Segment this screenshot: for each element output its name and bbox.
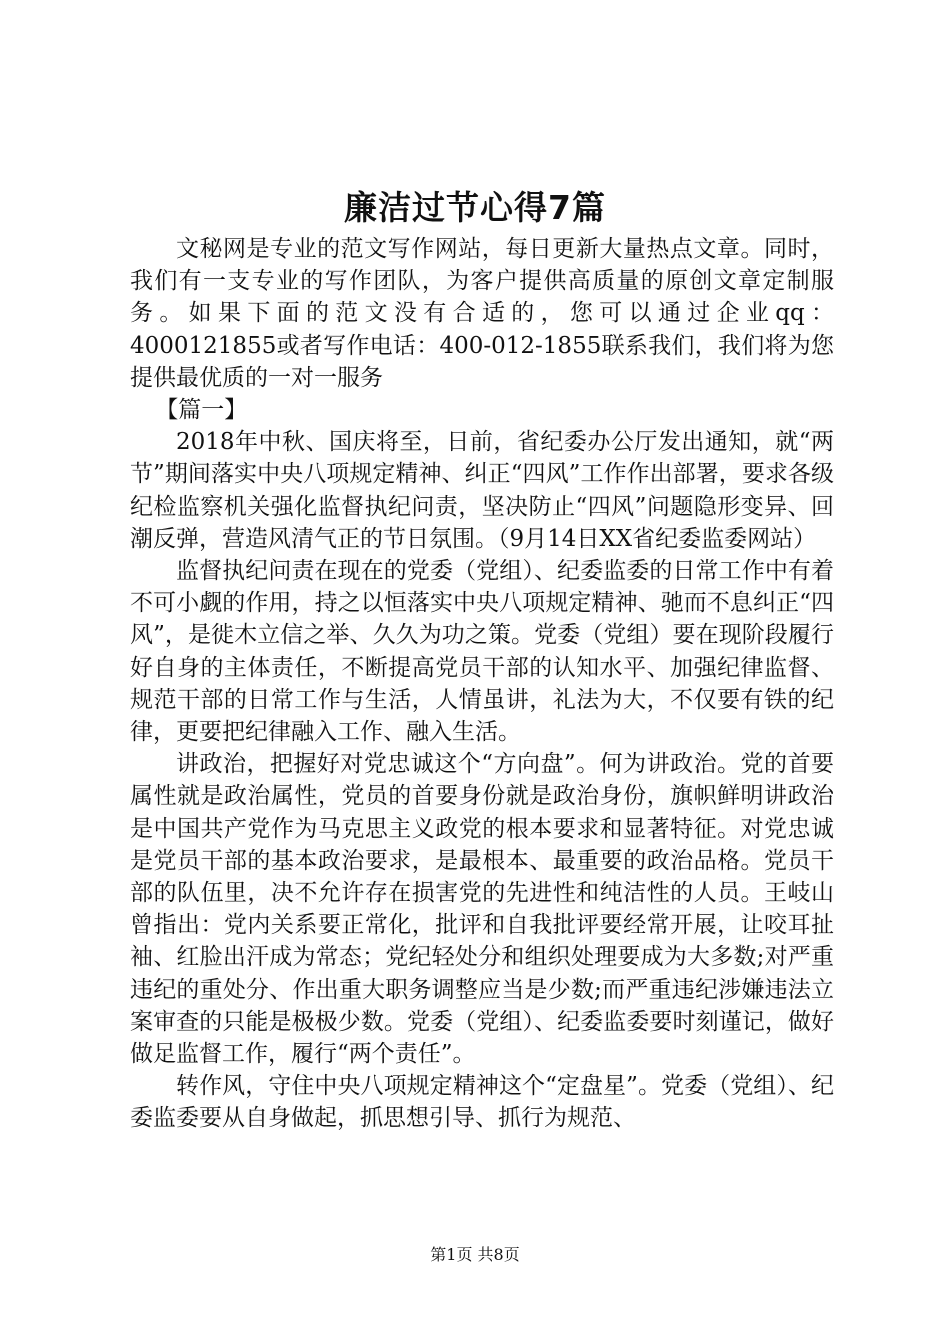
document-body bbox=[130, 233, 834, 1135]
section-heading: 【篇一】 bbox=[155, 397, 248, 424]
document-title: 廉洁过节心得7篇 bbox=[344, 188, 606, 227]
body-paragraph: 2018年中秋、国庆将至，日前，省纪委办公厅发出通知，就“两节”期间落实中央八项规定精神、纠正“四风”工作作出部署，要求各级纪检监察机关强化监督执纪问责，坚决防止“四风”问题隐形变异、回潮反弹，营造风清气正的节日氛围。（9月14日XX省纪委监委网站） bbox=[130, 429, 834, 552]
body-paragraph: 监督执纪问责在现在的党委（党组）、纪委监委的日常工作中有着不可小觑的作用，持之以恒落实中央八项规定精神、驰而不息纠正“四风”，是徙木立信之举、久久为功之策。党委（党组）要在现阶段履行好自身的主体责任，不断提高党员干部的认知水平、加强纪律监督、规范干部的日常工作与生活，人情虽讲，礼法为大，不仅要有铁的纪律，更要把纪律融入工作、融入生活。 bbox=[130, 558, 834, 746]
body-paragraph: 转作风，守住中央八项规定精神这个“定盘星”。党委（党组）、纪委监委要从自身做起，抓思想引导、抓行为规范、 bbox=[130, 1073, 834, 1132]
page-number-footer: 第1页 共8页 bbox=[430, 1245, 520, 1264]
intro-paragraph: 文秘网是专业的范文写作网站，每日更新大量热点文章。同时，我们有一支专业的写作团队，为客户提供高质量的原创文章定制服务。如果下面的范文没有合适的，您可以通过企业qq：4000121855或者写作电话：400-012-1855联系我们，我们将为您提供最优质的一对一服务 bbox=[130, 236, 834, 391]
body-paragraph: 讲政治，把握好对党忠诚这个“方向盘”。何为讲政治。党的首要属性就是政治属性，党员的首要身份就是政治身份，旗帜鲜明讲政治是中国共产党作为马克思主义政党的根本要求和显著特征。对党忠诚是党员干部的基本政治要求，是最根本、最重要的政治品格。党员干部的队伍里，决不允许存在损害党的先进性和纯洁性的人员。王岐山曾指出：党内关系要正常化，批评和自我批评要经常开展，让咬耳扯袖、红脸出汗成为常态；党纪轻处分和组织处理要成为大多数;对严重违纪的重处分、作出重大职务调整应当是少数;而严重违纪涉嫌违法立案审查的只能是极极少数。党委（党组）、纪委监委要时刻谨记，做好做足监督工作，履行“两个责任”。 bbox=[130, 751, 834, 1068]
